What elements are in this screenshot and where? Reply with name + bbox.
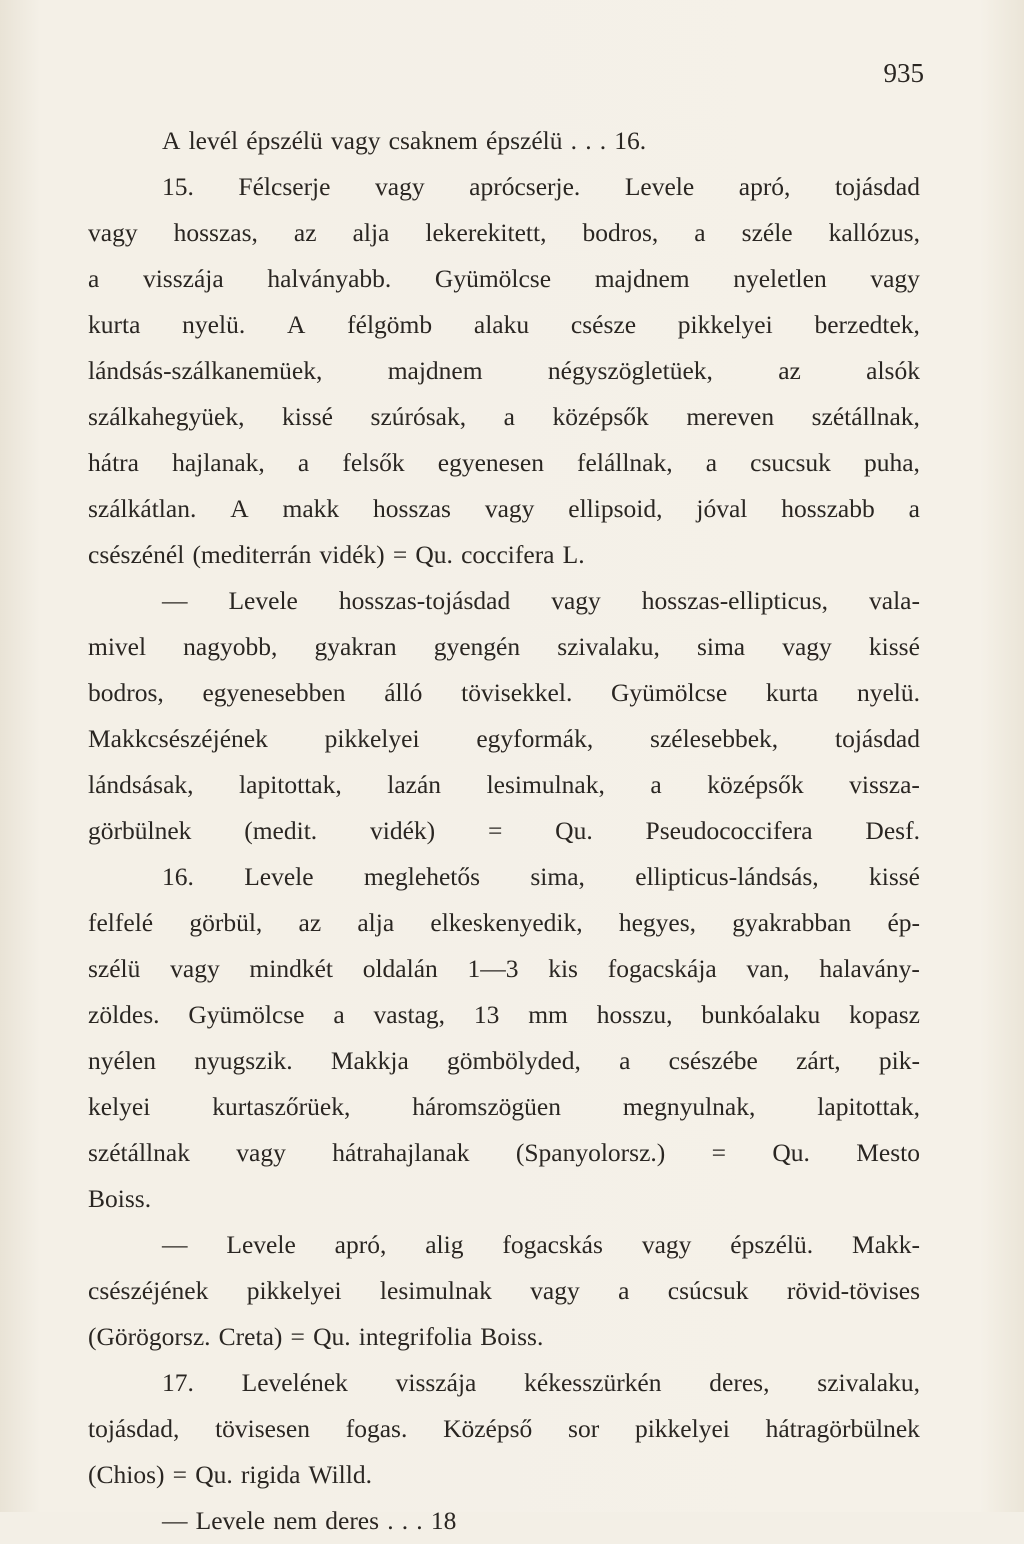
text-line: csészénél (mediterrán vidék) = Qu. coccifera L.: [88, 540, 585, 569]
text-line: mivel nagyobb, gyakran gyengén szivalaku, sima vagy kissé: [88, 632, 920, 661]
page-number: 935: [883, 58, 924, 88]
page-body: [88, 118, 920, 1544]
text-line: görbülnek (medit. vidék) = Qu. Pseudococcifera Desf.: [88, 816, 920, 845]
text-line: lándsás-szálkanemüek, majdnem négyszögletüek, az alsók: [88, 356, 920, 385]
text-line: Boiss.: [88, 1184, 152, 1213]
text-line: (Chios) = Qu. rigida Willd.: [88, 1460, 372, 1489]
text-line: vagy hosszas, az alja lekerekitett, bodros, a széle kallózus,: [88, 218, 920, 247]
text-line: szálkátlan. A makk hosszas vagy ellipsoid, jóval hosszabb a: [88, 494, 920, 523]
text-line: Makkcsészéjének pikkelyei egyformák, szélesebbek, tojásdad: [88, 724, 920, 753]
text-line: lándsásak, lapitottak, lazán lesimulnak, a középsők vissza-: [88, 770, 920, 799]
text-line: (Görögorsz. Creta) = Qu. integrifolia Boiss.: [88, 1322, 544, 1351]
text-line: — Levele hosszas-tojásdad vagy hosszas-ellipticus, vala-: [162, 586, 920, 615]
text-line: A levél épszélü vagy csaknem épszélü . . . 16.: [162, 126, 647, 155]
text-line: 17. Levelének visszája kékesszürkén deres, szivalaku,: [162, 1368, 920, 1397]
text-line: 15. Félcserje vagy aprócserje. Levele apró, tojásdad: [162, 172, 920, 201]
text-line: — Levele apró, alig fogacskás vagy épszélü. Makk-: [162, 1230, 920, 1259]
text-line: szétállnak vagy hátrahajlanak (Spanyolorsz.) = Qu. Mesto: [88, 1138, 920, 1167]
text-line: 16. Levele meglehetős sima, ellipticus-lándsás, kissé: [162, 862, 920, 891]
text-line: szálkahegyüek, kissé szúrósak, a középsők mereven szétállnak,: [88, 402, 920, 431]
text-line: szélü vagy mindkét oldalán 1—3 kis fogacskája van, halavány-: [88, 954, 920, 983]
text-line: nyélen nyugszik. Makkja gömbölyded, a csészébe zárt, pik-: [88, 1046, 920, 1075]
text-line: kurta nyelü. A félgömb alaku csésze pikkelyei berzedtek,: [88, 310, 920, 339]
text-line: felfelé görbül, az alja elkeskenyedik, hegyes, gyakrabban ép-: [88, 908, 920, 937]
text-line: a visszája halványabb. Gyümölcse majdnem nyeletlen vagy: [88, 264, 920, 293]
text-line: tojásdad, tövisesen fogas. Középső sor pikkelyei hátragörbülnek: [88, 1414, 920, 1443]
text-line: zöldes. Gyümölcse a vastag, 13 mm hosszu, bunkóalaku kopasz: [88, 1000, 920, 1029]
text-line: hátra hajlanak, a felsők egyenesen felállnak, a csucsuk puha,: [88, 448, 920, 477]
text-line: kelyei kurtaszőrüek, háromszögüen megnyulnak, lapitottak,: [88, 1092, 920, 1121]
text-line: — Levele nem deres . . . 18: [162, 1506, 457, 1535]
text-line: csészéjének pikkelyei lesimulnak vagy a csúcsuk rövid-tövises: [88, 1276, 920, 1305]
text-line: bodros, egyenesebben álló tövisekkel. Gyümölcse kurta nyelü.: [88, 678, 920, 707]
